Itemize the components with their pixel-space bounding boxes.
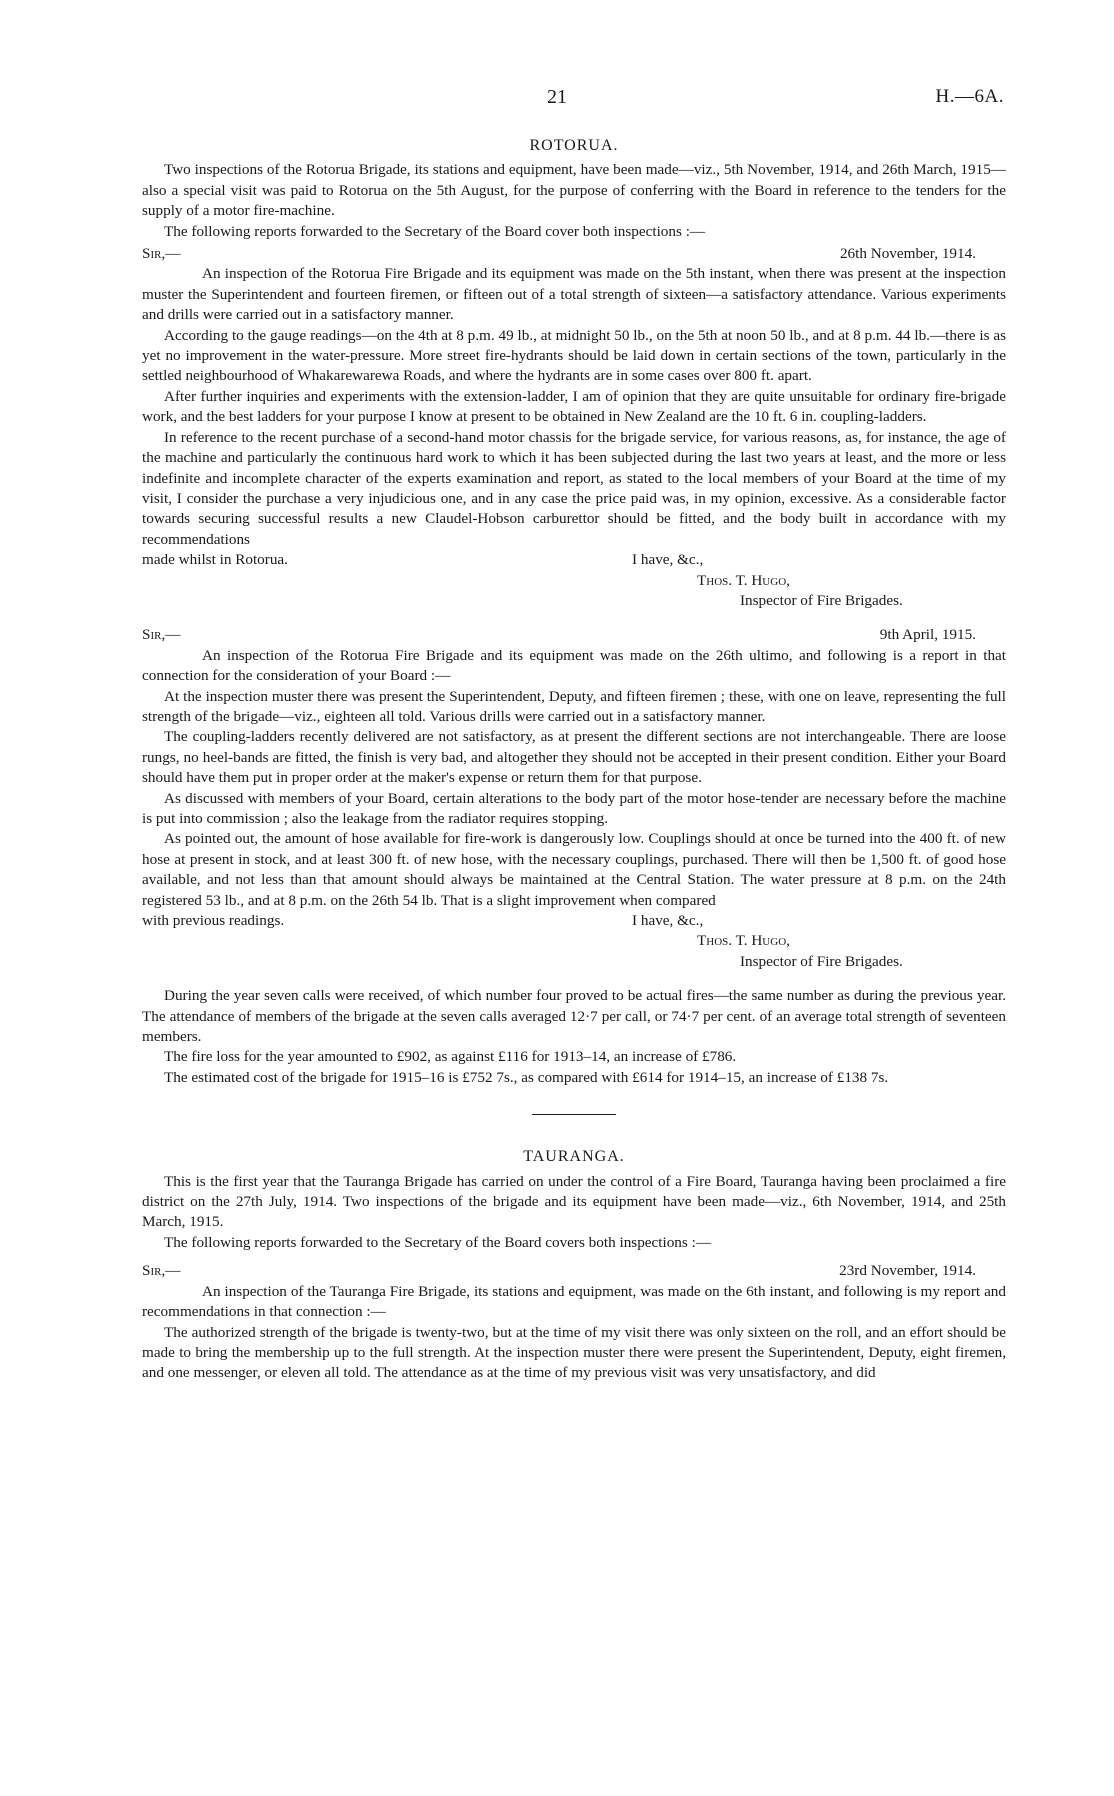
letter-date: 9th April, 1915. [879,626,976,644]
letter-paragraph: The coupling-ladders recently delivered are not satisfactory, as at present the different sections are not interchangeable. There are loose rungs, no heel-bands are fitted, the finish is very bad, and altogether they should not be accepted in their present condition. Either your Board should have them put in proper order at the maker's expense or return them for that purpose. [142,728,1006,787]
letter-paragraph: As pointed out, the amount of hose available for fire-work is dangerously low. Couplings should at once be turned into the 400 ft. of new hose at present in stock, and at least 300 ft. of new hose, with the necessary couplings, purchased. There will then be 1,500 ft. of good hose available, and not less than that amount should always be maintained at the Central Station. The water pressure at 8 p.m. on the 24th registered 53 lb., and at 8 p.m. on the 26th 54 lb. That is a slight improvement when compared [142,830,1006,909]
tauranga-heading: TAURANGA. [523,1148,625,1166]
letter-paragraph: In reference to the recent purchase of a second-hand motor chassis for the brigade service, for various reasons, as, for instance, the age of the machine and particularly the continuous hard work to which it has been subjected during the last two years at least, and the more or less indefinite and incomplete character of the experts examination and report, as stated to the local members of your Board at the time of my visit, I consider the purchase a very injudicious one, and in any case the price paid was, in my opinion, excessive. As a considerable factor towards securing successful results a new Claudel-Hobson carburettor should be fitted, and the body built in accordance with my recommendations [142,428,1006,548]
letter-paragraph: According to the gauge readings—on the 4th at 8 p.m. 49 lb., at midnight 50 lb., on the 5th at noon 50 lb., and at 8 p.m. 44 lb.—there is as yet no improvement in the water-pressure. More street fire-hydrants should be laid down in certain sections of the town, particularly in the settled neighbourhood of Whakarewarewa Roads, and where the hydrants are in some cases over 800 ft. apart. [142,326,1006,385]
letter-paragraph: At the inspection muster there was present the Superintendent, Deputy, and fifteen firemen ; these, with one on leave, representing the full strength of the brigade—viz., eighteen all told. Various drills were carried out in a satisfactory manner. [142,687,1006,725]
rotorua-heading: ROTORUA. [529,137,619,154]
i-have: I have, &c., [632,551,704,569]
summary-paragraph: During the year seven calls were received, of which number four proved to be actual fires—the same number as during the previous year. The attendance of members of the brigade at the seven calls averaged 12·7 per call, or 74·7 per cent. of an average total strength of seventeen members. [142,987,1006,1046]
letter-paragraph: An inspection of the Rotorua Fire Brigade and its equipment was made on the 26th ultimo, and following is a report in that connection for the consideration of your Board :— [142,646,1006,685]
signature: Thos. T. Hugo, [697,932,790,950]
salutation: Sir,— [142,1262,181,1280]
tauranga-reports-note: The following reports forwarded to the Secretary of the Board covers both inspections :— [164,1233,712,1251]
letter-paragraph: As discussed with members of your Board, certain alterations to the body part of the motor hose-tender are necessary before the machine is put into commission ; also the leakage from the radiator requires stopping. [142,789,1006,827]
letter-date: 23rd November, 1914. [839,1262,976,1280]
letter-paragraph: An inspection of the Tauranga Fire Brigade, its stations and equipment, was made on the 6th instant, and following is my report and recommendations in that connection :— [142,1282,1006,1321]
closing-line: made whilst in Rotorua. [142,551,288,569]
letter-date: 26th November, 1914. [839,245,976,263]
document-reference: H.—6A. [935,86,1004,107]
signature: Thos. T. Hugo, [697,571,790,589]
rotorua-section [142,136,1006,1384]
signature-title: Inspector of Fire Brigades. [740,952,903,970]
letter-paragraph: After further inquiries and experiments with the extension-ladder, I am of opinion that they are quite unsuitable for ordinary fire-brigade work, and the best ladders for your purpose I know at present to be obtained in New Zealand are the 10 ft. 6 in. coupling-ladders. [142,387,1006,426]
closing-line: with previous readings. [142,912,285,930]
salutation: Sir,— [142,245,181,263]
section-divider [532,1114,616,1115]
i-have: I have, &c., [632,912,704,930]
summary-paragraph: The estimated cost of the brigade for 1915–16 is £752 7s., as compared with £614 for 1914–15, an increase of £138 7s. [164,1068,889,1086]
salutation: Sir,— [142,626,181,644]
tauranga-intro: This is the first year that the Tauranga Brigade has carried on under the control of a Fire Board, Tauranga having been proclaimed a fire district on the 27th July, 1914. Two inspections of the brigade and its equipment have been made—viz., 6th November, 1914, and 25th March, 1915. [142,1172,1006,1231]
letter-paragraph: The authorized strength of the brigade is twenty-two, but at the time of my visit there was only sixteen on the roll, and an effort should be made to bring the membership up to the full strength. At the inspection muster there were present the Superintendent, Deputy, eight firemen, and one messenger, or eleven all told. The attendance as at the time of my previous visit was very unsatisfactory, and did [142,1323,1006,1382]
tauranga-letter1-header [142,1261,1006,1281]
letter-closing [142,550,1006,570]
rotorua-letter1-header [142,244,1006,264]
rotorua-letter2-header [142,625,1006,645]
page-number: 21 [547,86,567,108]
signature-title: Inspector of Fire Brigades. [740,591,903,609]
rotorua-reports-note: The following reports forwarded to the Secretary of the Board cover both inspections :— [164,222,706,240]
letter-closing [142,911,1006,931]
summary-paragraph: The fire loss for the year amounted to £902, as against £116 for 1913–14, an increase of £786. [164,1048,737,1066]
letter-paragraph: An inspection of the Rotorua Fire Brigade and its equipment was made on the 5th instant, when there was present at the inspection muster the Superintendent and fourteen firemen, or fifteen out of a total strength of sixteen—a satisfactory attendance. Various experiments and drills were carried out in a satisfactory manner. [142,265,1006,324]
rotorua-intro: Two inspections of the Rotorua Brigade, its stations and equipment, have been made—viz., 5th November, 1914, and 26th March, 1915—also a special visit was paid to Rotorua on the 5th August, for the purpose of conferring with the Board in reference to the tenders for the supply of a motor fire-machine. [142,161,1006,220]
